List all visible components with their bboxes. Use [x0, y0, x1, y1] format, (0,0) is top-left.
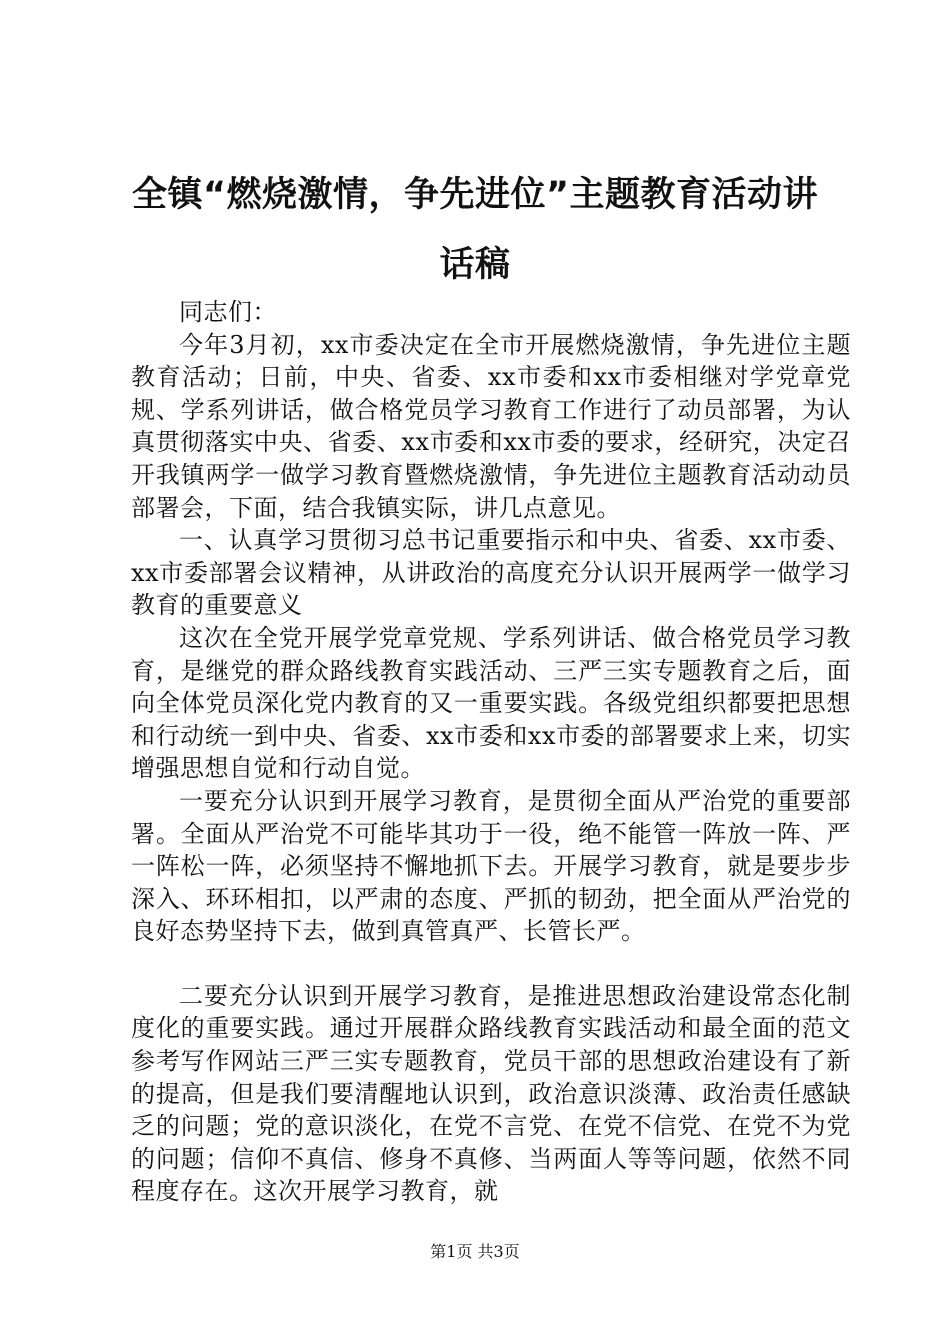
body-paragraph: 一要充分认识到开展学习教育，是贯彻全面从严治党的重要部署。全面从严治党不可能毕其功于一役，绝不能管一阵放一阵、严一阵松一阵，必须坚持不懈地抓下去。开展学习教育，就是要步步深入、环环相扣，以严肃的态度、严抓的韧劲，把全面从严治党的良好态势坚持下去，做到真管真严、长管长严。: [131, 786, 851, 946]
body-paragraph: 这次在全党开展学党章党规、学系列讲话、做合格党员学习教育，是继党的群众路线教育实践活动、三严三实专题教育之后，面向全体党员深化党内教育的又一重要实践。各级党组织都要把思想和行动统一到中央、省委、xx市委和xx市委的部署要求上来，切实增强思想自觉和行动自觉。: [131, 623, 851, 783]
document-title: 全镇“燃烧激情，争先进位”主题教育活动讲话稿: [131, 175, 818, 285]
intro-paragraph: 今年3月初，xx市委决定在全市开展燃烧激情，争先进位主题教育活动；日前，中央、省委、xx市委和xx市委相继对学党章党规、学系列讲话，做合格党员学习教育工作进行了动员部署，为认真贯彻落实中央、省委、xx市委和xx市委的要求，经研究，决定召开我镇两学一做学习教育暨燃烧激情，争先进位主题教育活动动员部署会，下面，结合我镇实际，讲几点意见。: [131, 330, 851, 522]
section-one-heading: 一、认真学习贯彻习总书记重要指示和中央、省委、xx市委、xx市委部署会议精神，从讲政治的高度充分认识开展两学一做学习教育的重要意义: [131, 526, 851, 620]
document-body: [131, 296, 851, 1208]
page-number-footer: 第1页 共3页: [430, 1242, 520, 1261]
salutation-paragraph: 同志们：: [179, 298, 277, 326]
body-paragraph: 二要充分认识到开展学习教育，是推进思想政治建设常态化制度化的重要实践。通过开展群众路线教育实践活动和最全面的范文参考写作网站三严三实专题教育，党员干部的思想政治建设有了新的提高，但是我们要清醒地认识到，政治意识淡薄、政治责任感缺乏的问题；党的意识淡化，在党不言党、在党不信党、在党不为党的问题；信仰不真信、修身不真修、当两面人等等问题，依然不同程度存在。这次开展学习教育，就: [131, 981, 851, 1206]
